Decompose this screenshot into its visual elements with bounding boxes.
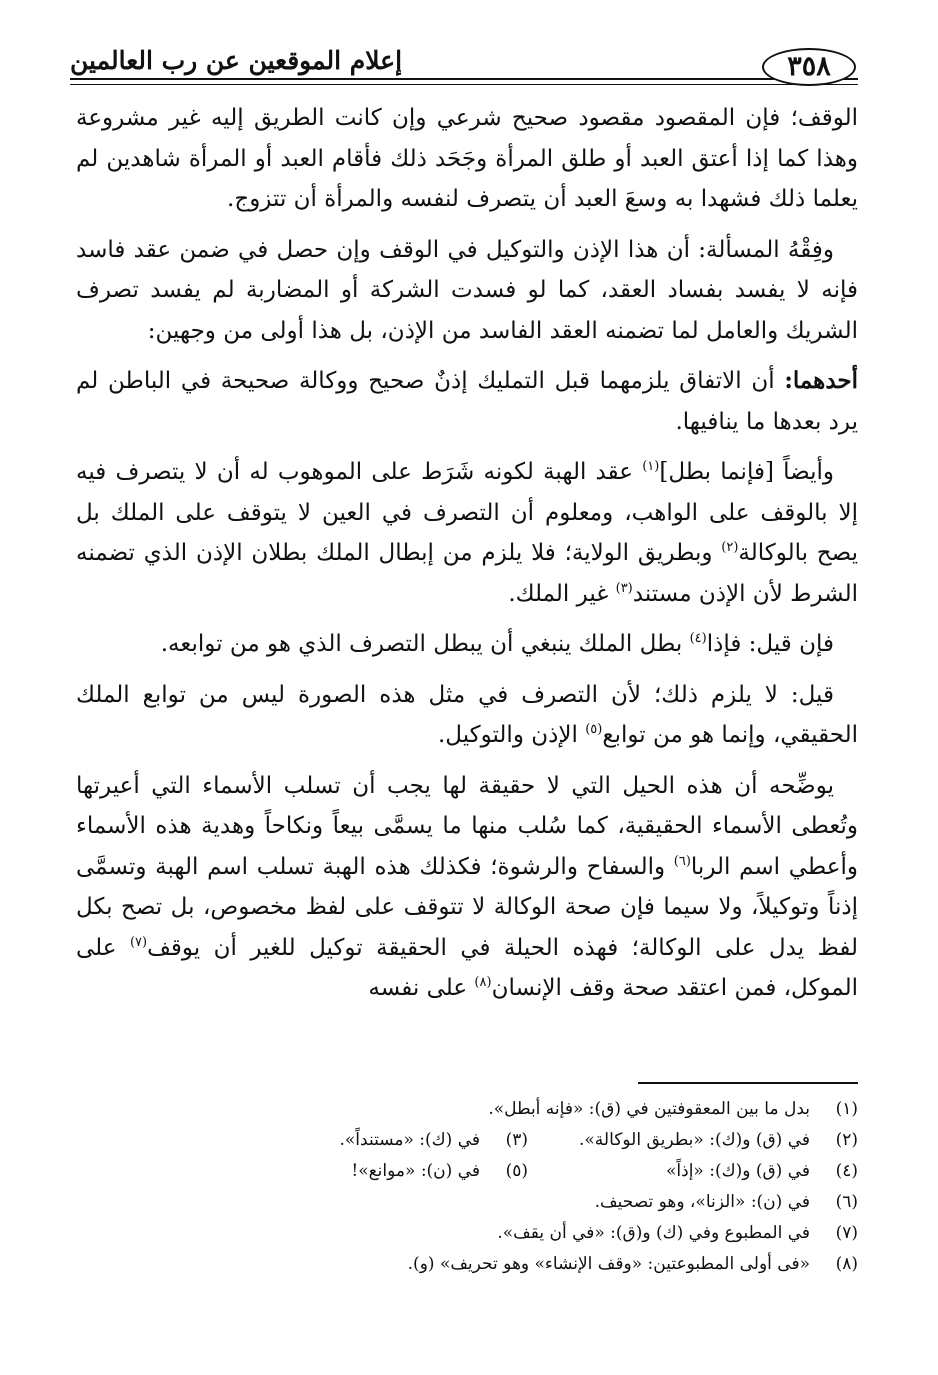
paragraph — [76, 452, 858, 614]
paragraph-text: الإذن والتوكيل. — [437, 722, 586, 748]
footnote-ref[interactable]: (٥) — [585, 722, 603, 737]
footnote-text: في (ن): «الزنا»، وهو تصحيف. — [594, 1192, 810, 1212]
footnote-number: (٢) — [835, 1130, 858, 1150]
footnote-number: (٥) — [505, 1161, 528, 1181]
paragraph-lead: أحدهما: — [784, 367, 858, 394]
footnote — [595, 1187, 858, 1218]
page-number: ٣٥٨ — [762, 48, 856, 86]
footnote-row — [76, 1125, 858, 1156]
paragraph-text: على نفسه — [368, 975, 475, 1001]
footnote-ref[interactable]: (٣) — [615, 580, 633, 596]
footnote-ref[interactable]: (١) — [642, 459, 660, 474]
paragraph — [76, 98, 858, 220]
paragraph-text: غير الملك. — [508, 580, 616, 607]
footnote-number: (٣) — [505, 1130, 528, 1150]
paragraph-text: والسفاح والرشوة؛ فكذلك هذه الهبة تسلب اسم الهبة وتسمَّى إذناً وتوكيلاً، ولا سيما فإن صحة الوكالة لا تتوقف على لفظ مخصوص، بل تصح بكل لفظ يدل على الوكالة؛ فهذه الحيلة في الحقيقة توكيل للغير أن يوقف — [76, 853, 858, 961]
paragraph-text: عقد الهبة لكونه شَرَط على الموهوب له أن لا يتصرف فيه إلا بالوقف على الواهب، ومعلوم أن التصرف في العين لا يتوقف على الملك بل يصح بالوكالة — [76, 459, 858, 566]
paragraph-text: قيل: لا يلزم ذلك؛ لأن التصرف في مثل هذه الصورة ليس من توابع الملك الحقيقي، وإنما هو من توابع — [76, 681, 858, 748]
footnote-text: في (ق) و(ك): «بطريق الوكالة». — [578, 1130, 810, 1150]
footnote-row — [76, 1249, 858, 1280]
footnote-text: في (ك): «مستنداً». — [339, 1130, 480, 1150]
footnote — [497, 1218, 858, 1249]
page-header — [70, 40, 858, 90]
footnote-number: (٧) — [835, 1223, 858, 1243]
footnote — [528, 1156, 858, 1187]
footnote — [488, 1094, 858, 1125]
footnote-text: في (ق) و(ك): «إذاً» — [666, 1161, 810, 1181]
footnote-text: في المطبوع وفي (ك) و(ق): «في أن يقف». — [497, 1223, 810, 1243]
paragraph-text: بطل الملك ينبغي أن يبطل التصرف الذي هو من توابعه. — [160, 631, 690, 657]
footnote — [351, 1156, 528, 1187]
footnote-ref[interactable]: (٧) — [129, 934, 148, 950]
paragraph — [76, 230, 858, 352]
paragraph-text: وفِقْهُ المسألة: أن هذا الإذن والتوكيل في الوقف وإن حصل في ضمن عقد فاسد فإنه لا يفسد بفساد العقد، كما لو فسدت الشركة أو المضاربة لم يفسد تصرف الشريك والعامل لما تضمنه العقد الفاسد من الإذن، بل هذا أولى من وجهين: — [76, 236, 858, 344]
main-text — [76, 98, 858, 1019]
footnote-row — [76, 1156, 858, 1187]
paragraph-text: على الموكل، فمن اعتقد صحة وقف الإنسان — [76, 934, 858, 1001]
footnote-text: «فى أولى المطبوعتين: «وقف الإنشاء» وهو تحريف» (و). — [407, 1254, 810, 1274]
footnotes — [76, 1094, 858, 1280]
footnote-text: في (ن): «موانع»! — [351, 1161, 480, 1181]
paragraph — [76, 624, 858, 665]
header-rule-thin — [70, 84, 858, 85]
footnote-number: (٤) — [835, 1161, 858, 1181]
footnote-row — [76, 1187, 858, 1218]
footnote-text: بدل ما بين المعقوفتين في (ق): «فإنه أبطل». — [488, 1099, 810, 1119]
paragraph-text: الوقف؛ فإن المقصود مقصود صحيح شرعي وإن كانت الطريق إليه غير مشروعة وهذا كما إذا أعتق العبد أو طلق المرأة وجَحَد ذلك فأقام العبد أو المرأة شاهدين لم يعلما ذلك فشهدا به وسعَ العبد أن يتصرف لنفسه والمرأة أن تتزوج. — [76, 105, 858, 212]
book-title: إعلام الموقعين عن رب العالمين — [70, 46, 403, 75]
paragraph-text: يوضِّحه أن هذه الحيل التي لا حقيقة لها يجب أن تسلب الأسماء التي أعيرتها وتُعطى الأسماء الحقيقية، كما سُلب منها ما يسمَّى بيعاً ونكاحاً وهدية هذه الأسماء وأعطي اسم الربا — [76, 772, 858, 880]
paragraph-text: وبطريق الولاية؛ فلا يلزم من إبطال الملك بطلان الإذن الذي تضمنه الشرط لأن الإذن مستند — [76, 540, 858, 607]
paragraph-text: وأيضاً [فإنما بطل] — [659, 459, 834, 485]
footnote-ref[interactable]: (٤) — [689, 631, 707, 646]
footnote-ref[interactable]: (٨) — [474, 975, 492, 990]
footnote-row — [76, 1094, 858, 1125]
footnote — [408, 1249, 858, 1280]
paragraph — [76, 361, 858, 442]
paragraph — [76, 766, 858, 1009]
footnote — [340, 1125, 529, 1156]
paragraph-text: أن الاتفاق يلزمهما قبل التمليك إذنٌ صحيح ووكالة صحيحة في الباطن لم يرد بعدها ما ينافيها. — [76, 368, 858, 435]
footnote-row — [76, 1218, 858, 1249]
footnote-number: (١) — [835, 1099, 858, 1119]
footnote-ref[interactable]: (٢) — [721, 540, 739, 555]
footnote-number: (٦) — [835, 1192, 858, 1212]
header-rule — [70, 78, 858, 80]
footnote-ref[interactable]: (٦) — [673, 853, 691, 869]
footnote-separator — [638, 1082, 858, 1084]
footnote — [528, 1125, 858, 1156]
footnote-number: (٨) — [835, 1254, 858, 1274]
paragraph — [76, 675, 858, 756]
paragraph-text: فإن قيل: فإذا — [706, 631, 834, 657]
